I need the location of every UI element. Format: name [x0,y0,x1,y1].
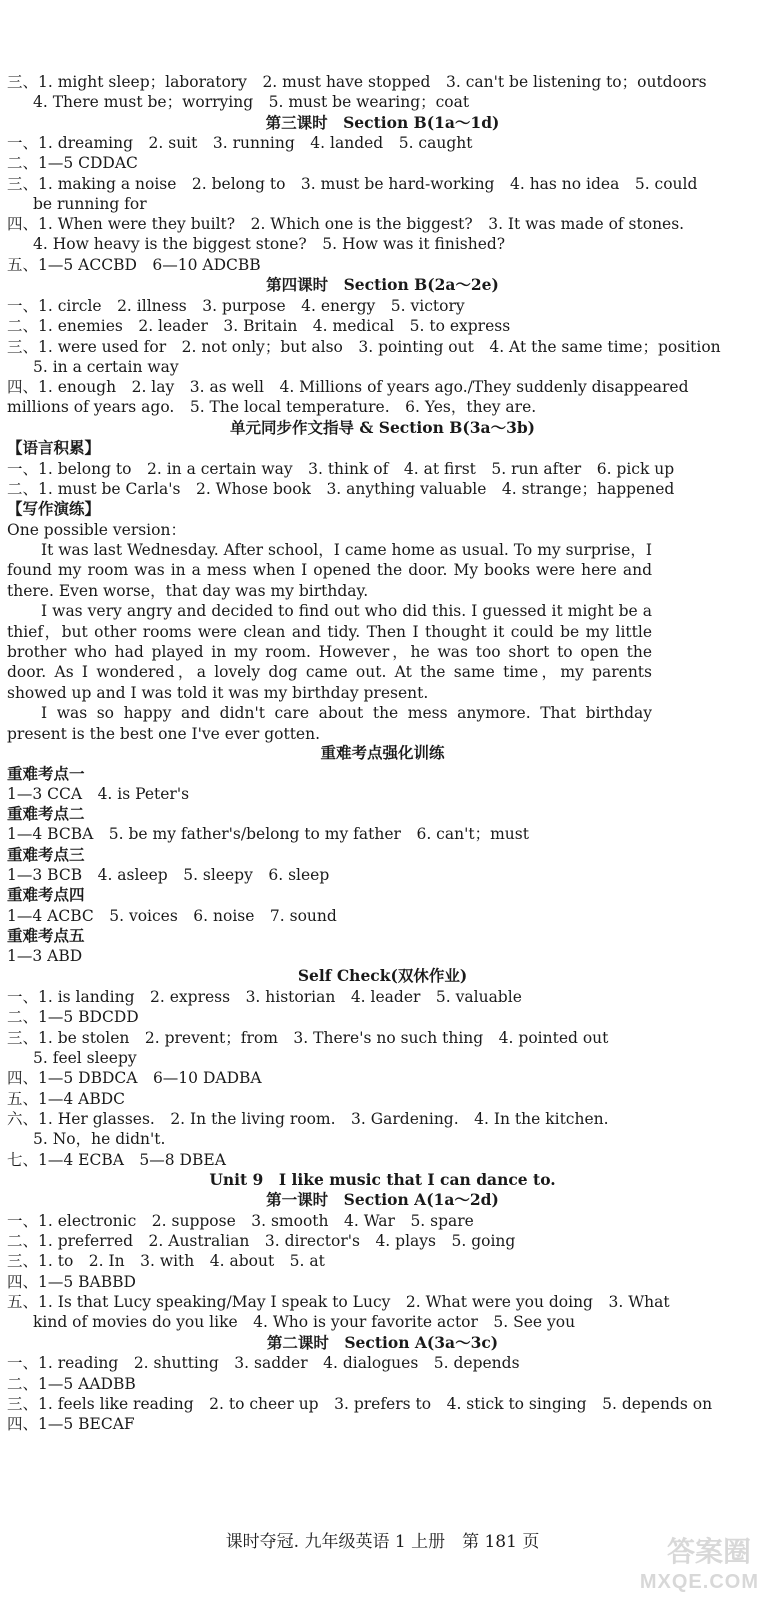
answer-line: 一、1. dreaming 2. suit 3. running 4. landed 5. caught [7,134,473,152]
answer-line: 二、1—5 BDCDD [7,1008,139,1026]
subsection-label: 重难考点三 [7,845,85,864]
answer-line: 三、1. making a noise 2. belong to 3. must be hard-working 4. has no idea 5. could [7,175,698,193]
section-heading: 第四课时 Section B(2a～2e) [266,275,499,294]
watermark-mark: 答案圈 [666,1535,751,1568]
answer-line: kind of movies do you like 4. Who is your favorite actor 5. See you [33,1313,576,1331]
answer-line: 三、1. feels like reading 2. to cheer up 3. prefers to 4. stick to singing 5. depends on [7,1395,713,1413]
answer-line: 4. There must be；worrying 5. must be wearing；coat [33,93,470,111]
section-heading: 第一课时 Section A(1a～2d) [266,1190,499,1209]
answer-line: 五、1. Is that Lucy speaking/May I speak to Lucy 2. What were you doing 3. What [7,1293,670,1311]
answer-line: 四、1. enough 2. lay 3. as well 4. Millions of years ago./They suddenly disappeared [7,378,689,396]
answer-line: 5. in a certain way [33,358,179,376]
subsection-label: 重难考点四 [7,885,85,904]
answer-line: 4. How heavy is the biggest stone? 5. How was it finished? [33,235,506,253]
answer-line: 五、1—5 ACCBD 6—10 ADCBB [7,256,261,274]
answer-line: 5. feel sleepy [33,1049,137,1067]
answer-line: 七、1—4 ECBA 5—8 DBEA [7,1151,226,1169]
answer-line: 一、1. belong to 2. in a certain way 3. think of 4. at first 5. run after 6. pick up [7,460,675,478]
answer-line: 5. No，he didn't. [33,1130,166,1148]
answer-line: 三、1. might sleep；laboratory 2. must have stopped 3. can't be listening to；outdoors [7,73,707,91]
section-heading: Self Check(双休作业) [297,966,468,985]
answer-line: 三、1. be stolen 2. prevent；from 3. There's no such thing 4. pointed out [7,1029,609,1047]
answer-line: millions of years ago. 5. The local temperature. 6. Yes，they are. [7,398,537,416]
answer-line: 二、1. preferred 2. Australian 3. director's 4. plays 5. going [7,1232,516,1250]
answer-line: 一、1. electronic 2. suppose 3. smooth 4. War 5. spare [7,1212,474,1230]
subsection-label: 重难考点一 [7,764,85,783]
answer-line: 四、1—5 BECAF [7,1415,135,1433]
answer-line: 三、1. to 2. In 3. with 4. about 5. at [7,1252,325,1270]
answer-line: 六、1. Her glasses. 2. In the living room. 3. Gardening. 4. In the kitchen. [7,1110,609,1128]
page-footer: 课时夺冠. 九年级英语 1 上册 第 181 页 [225,1532,540,1552]
answer-line: 二、1—5 CDDAC [7,154,138,172]
answer-line: 一、1. reading 2. shutting 3. sadder 4. dialogues 5. depends [7,1354,520,1372]
subsection-label: 重难考点五 [7,926,85,945]
essay-paragraph: I was very angry and decided to find out who did this. I guessed it might be a thief，but other rooms were clean and tidy. Then I thought it could be my little brother who had played in my room. However，he was too short to open the door. As I wondered，a lovely dog came out. At the same time，my parents showed up and I was told it was my birthday present. [7,602,652,702]
answer-line: 1—3 CCA 4. is Peter's [7,785,190,803]
answer-line: 五、1—4 ABDC [7,1090,126,1108]
section-heading: 第三课时 Section B(1a～1d) [265,113,500,132]
answer-line: be running for [33,195,147,213]
subsection-label: 【语言积累】 [7,438,101,457]
answer-line: 三、1. were used for 2. not only；but also 3. pointing out 4. At the same time；position [7,338,721,356]
unit-title: Unit 9 I like music that I can dance to. [209,1170,556,1189]
answer-line: 1—4 ACBC 5. voices 6. noise 7. sound [7,907,337,925]
answer-line: 1—3 ABD [7,947,83,965]
answer-line: 一、1. circle 2. illness 3. purpose 4. energy 5. victory [7,297,465,315]
answer-line: One possible version： [7,521,186,539]
answer-line: 二、1—5 AADBB [7,1375,136,1393]
essay-paragraph: It was last Wednesday. After school，I came home as usual. To my surprise，I found my room was in a mess when I opened the door. My books were here and there. Even worse，that day was my birthday. [7,541,652,600]
answer-line: 二、1. enemies 2. leader 3. Britain 4. medical 5. to express [7,317,511,335]
watermark-text: MXQE.COM [639,1571,759,1593]
answer-line: 一、1. is landing 2. express 3. historian 4. leader 5. valuable [7,988,522,1006]
answer-line: 1—4 BCBA 5. be my father's/belong to my father 6. can't；must [7,825,529,843]
section-heading: 重难考点强化训练 [320,743,445,762]
answer-line: 四、1. When were they built? 2. Which one is the biggest? 3. It was made of stones. [7,215,685,233]
section-heading: 第二课时 Section A(3a～3c) [266,1333,499,1352]
answer-line: 二、1. must be Carla's 2. Whose book 3. anything valuable 4. strange；happened [7,480,675,498]
section-heading: 单元同步作文指导 & Section B(3a～3b) [229,418,536,437]
answer-line: 四、1—5 DBDCA 6—10 DADBA [7,1069,262,1087]
subsection-label: 【写作演练】 [7,499,101,518]
sample-essay [7,540,652,744]
answer-line: 1—3 BCB 4. asleep 5. sleepy 6. sleep [7,866,330,884]
watermark-logo [603,1530,759,1594]
answer-line: 四、1—5 BABBD [7,1273,136,1291]
essay-paragraph: I was so happy and didn't care about the mess anymore. That birthday present is the best one I've ever gotten. [7,704,652,743]
subsection-label: 重难考点二 [7,804,85,823]
